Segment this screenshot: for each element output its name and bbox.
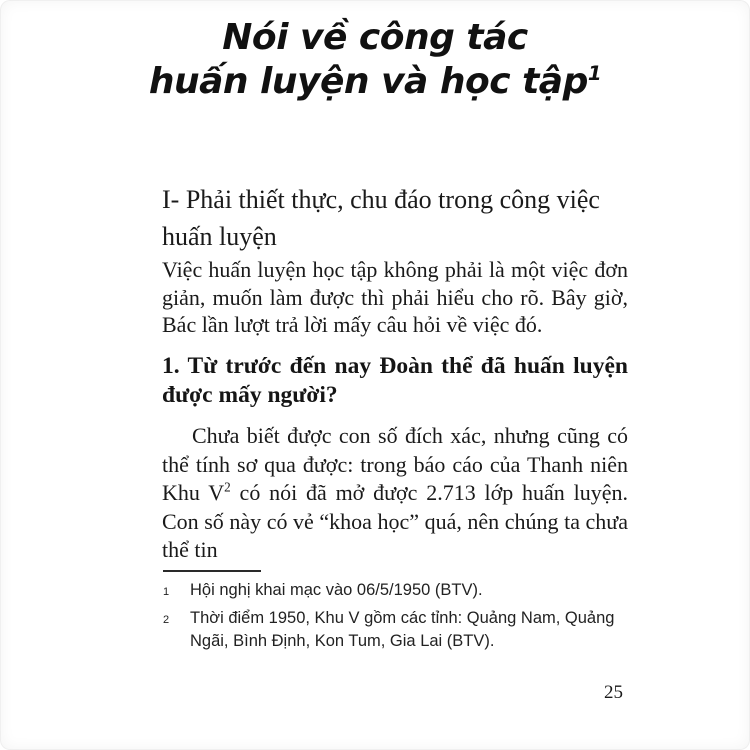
paragraph-answer-text-before: Chưa biết được con số đích xác, nhưng cũng có thể tính sơ qua được: trong báo cáo của Thanh niên Khu V (162, 423, 628, 506)
page-title-line-2: huấn luyện và học tập (148, 60, 588, 102)
paragraph-answer-text-after: có nói đã mở được 2.713 lớp huấn luyện. Con số này có vẻ “khoa học” quá, nên chúng ta chưa thể tin (162, 480, 628, 563)
section-heading: I- Phải thiết thực, chu đáo trong công việc huấn luyện (162, 185, 600, 251)
paragraph-answer (162, 422, 628, 565)
footnote-marker: 1 (163, 586, 170, 598)
title-footnote-ref: 1 (587, 61, 602, 85)
footnote-item (163, 607, 645, 654)
paragraph-intro: Việc huấn luyện học tập không phải là một việc đơn giản, muốn làm được thì phải hiểu cho rõ. Bây giờ, Bác lần lượt trả lời mấy câu hỏi về việc đó. (162, 257, 628, 338)
body-footnote-ref: 2 (224, 479, 231, 495)
page-title-line-1: Nói về công tác (222, 17, 528, 58)
footnote-text: Thời điểm 1950, Khu V gồm các tỉnh: Quảng Nam, Quảng Ngãi, Bình Định, Kon Tum, Gia Lai (BTV). (190, 608, 615, 650)
page-number: 25 (604, 682, 623, 703)
footnote-item (163, 579, 645, 605)
footnote-marker: 2 (163, 613, 170, 626)
question-heading: 1. Từ trước đến nay Đoàn thể đã huấn luyện được mấy người? (162, 353, 628, 408)
page-title (60, 16, 690, 104)
footnote-section (163, 570, 645, 656)
footnote-text: Hội nghị khai mạc vào 06/5/1950 (BTV). (190, 581, 483, 599)
footnote-divider (163, 570, 261, 572)
